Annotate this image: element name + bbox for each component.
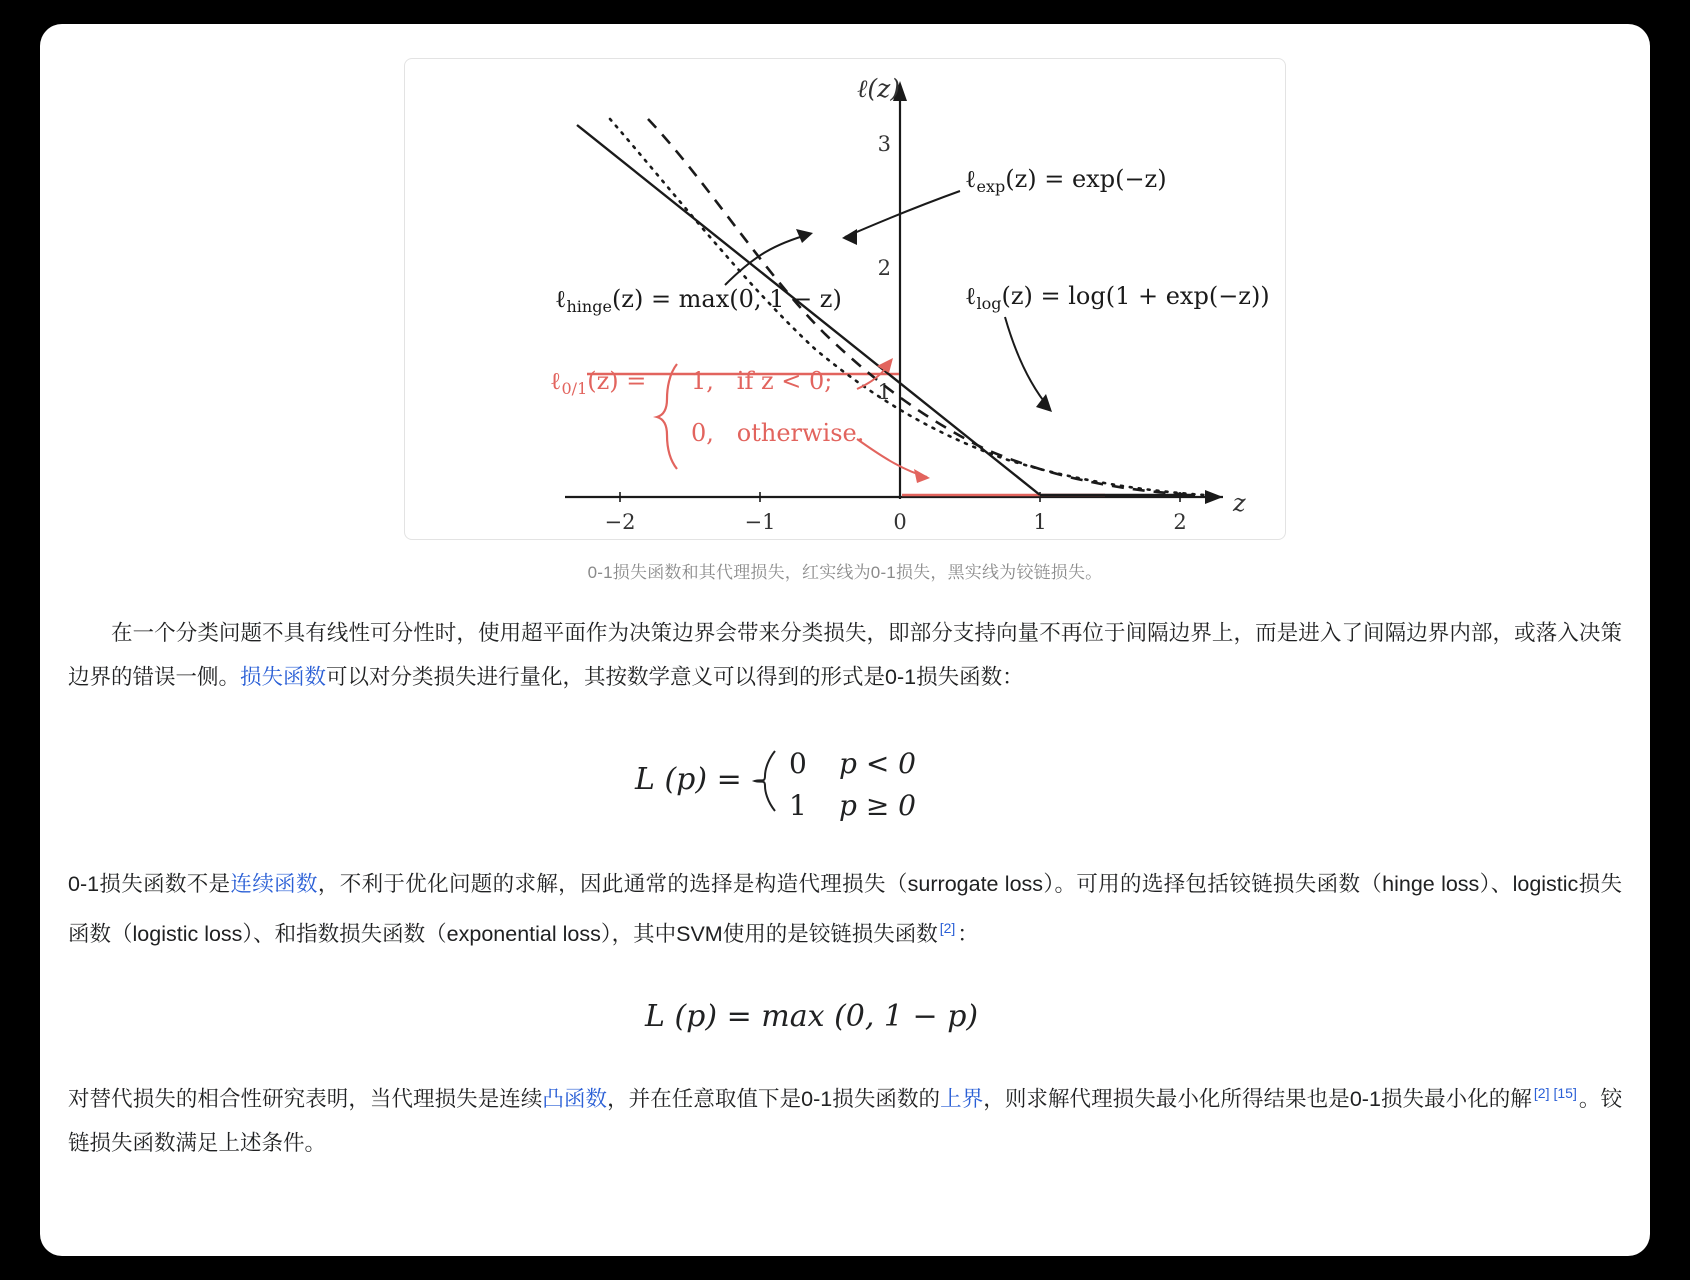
x-axis-arrow — [1205, 490, 1223, 504]
formula-zero-one-case1-value: 0 — [789, 747, 807, 780]
zero-one-brace — [657, 364, 677, 469]
link-convex-function[interactable]: 凸函数 — [542, 1087, 608, 1112]
zero-one-case1: 1, if z < 0; — [691, 367, 833, 395]
formula-zero-one-brace — [755, 751, 775, 811]
x-tick-0: 0 — [893, 510, 907, 534]
formula-zero-one-loss — [40, 733, 1650, 834]
y-tick-3: 3 — [877, 132, 891, 156]
formula-hinge-loss — [40, 990, 1650, 1043]
paragraph-3-text-d: 。铰链损失函数满足上述条件。 — [68, 1087, 1622, 1156]
figure-container — [40, 24, 1650, 583]
formula-zero-one-svg — [625, 733, 1065, 829]
paragraph-3-text-c: ，则求解代理损失最小化所得结果也是0-1损失最小化的解 — [983, 1087, 1532, 1112]
log-annotation-label: ℓ$_{log}$(z) = log(1 + exp(−z)) — [965, 282, 1270, 313]
formula-zero-one-lhs: L (p) = — [635, 762, 742, 797]
paragraph-3 — [68, 1071, 1622, 1165]
paragraph-3-text-b: ，并在任意取值下是0-1损失函数的 — [607, 1087, 941, 1112]
zero-one-case2: 0, otherwise. — [691, 419, 865, 447]
formula-zero-one-case2-cond: p ≥ 0 — [839, 789, 916, 822]
reference-15[interactable]: [15] — [1553, 1085, 1577, 1102]
paragraph-1 — [68, 611, 1622, 699]
reference-2-second[interactable]: [2] — [1533, 1085, 1550, 1102]
link-loss-function[interactable]: 损失函数 — [240, 665, 327, 689]
x-axis-label: z — [1233, 489, 1246, 517]
document-content — [40, 24, 1650, 1256]
document-page — [40, 24, 1650, 1256]
paragraph-2-text-b: ，不利于优化问题的求解，因此通常的选择是构造代理损失（surrogate loss）。可用的选择包括铰链损失函数（hinge loss）、logistic损失函数（logistic loss）、和指数损失函数（exponential loss），其中SVM使用的是铰链损失函数 — [68, 872, 1622, 947]
hinge-annotation-label: ℓ$_{hinge}$(z) = max(0, 1 − z) — [555, 285, 842, 316]
link-continuous-function[interactable]: 连续函数 — [230, 872, 318, 896]
formula-zero-one-case2-value: 1 — [789, 789, 807, 822]
exp-annotation-arrow — [845, 191, 960, 237]
paragraph-3-text-a: 对替代损失的相合性研究表明，当代理损失是连续 — [68, 1087, 543, 1112]
paragraph-1-text-b: 可以对分类损失进行量化，其按数学意义可以得到的形式是0-1损失函数： — [326, 665, 1024, 689]
y-tick-2: 2 — [877, 256, 891, 280]
exp-annotation-label: ℓ$_{exp}$(z) = exp(−z) — [965, 165, 1167, 196]
x-tick--2: −2 — [604, 510, 636, 534]
formula-hinge-text: L (p) = max (0, 1 − p) — [645, 999, 979, 1035]
loss-plot-svg — [405, 59, 1285, 539]
link-upper-bound[interactable]: 上界 — [940, 1087, 984, 1112]
y-tick-1: 1 — [877, 380, 891, 404]
reference-2[interactable]: [2] — [939, 920, 956, 936]
log-annotation-arrow — [1005, 317, 1050, 409]
formula-hinge-svg — [635, 990, 1055, 1038]
paragraph-1-text-a: 在一个分类问题不具有线性可分性时，使用超平面作为决策边界会带来分类损失，即部分支持向量不再位于间隔边界上，而是进入了间隔边界内部，或落入决策边界的错误一侧。 — [68, 621, 1622, 689]
loss-function-figure — [404, 58, 1286, 540]
paragraph-2-text-c: ： — [957, 922, 979, 947]
figure-caption: 0-1损失函数和其代理损失，红实线为0-1损失，黑实线为铰链损失。 — [587, 563, 1103, 582]
y-axis-label: ℓ(z) — [857, 74, 901, 103]
x-tick--1: −1 — [744, 510, 776, 534]
zero-one-annotation-label: ℓ$_{0/1}$(z) = — [550, 367, 647, 398]
x-tick-1: 1 — [1033, 510, 1047, 534]
paragraph-2-text-a: 0-1损失函数不是 — [68, 872, 231, 896]
x-tick-2: 2 — [1173, 510, 1187, 534]
paragraph-2 — [68, 862, 1622, 956]
formula-zero-one-case1-cond: p < 0 — [839, 747, 916, 780]
